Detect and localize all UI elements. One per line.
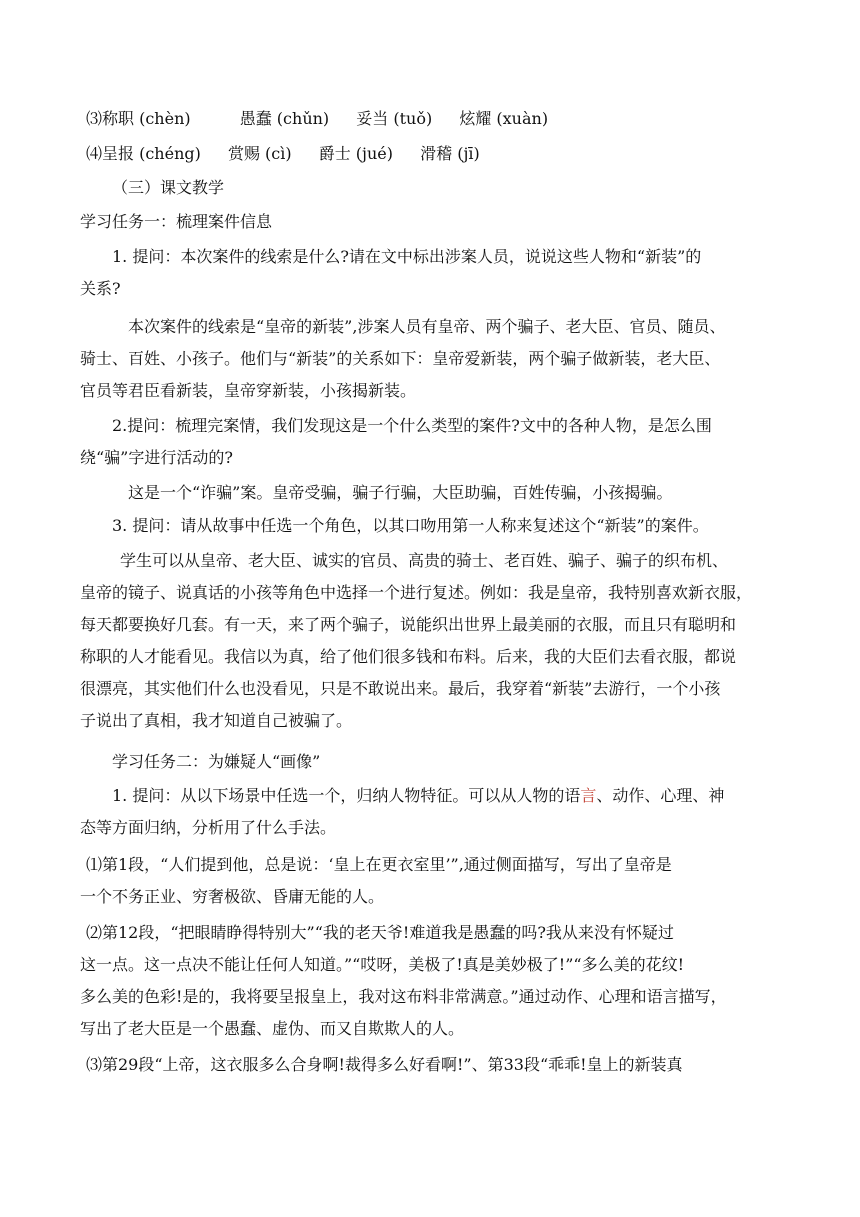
text-line: 本次案件的线索是“皇帝的新装”,涉案人员有皇帝、两个骗子、老大臣、官员、随员、 [128, 317, 726, 336]
text-line: 写出了老大臣是一个愚蠢、虚伪、而又自欺欺人的人。 [80, 1019, 465, 1038]
text-line: 皇帝的镜子、说真话的小孩等角色中选择一个进行复述。例如：我是皇帝，我特别喜欢新衣服， [80, 583, 753, 602]
text-line: 骑士、百姓、小孩子。他们与“新装”的关系如下：皇帝爱新装，两个骗子做新装，老大臣、 [80, 349, 721, 368]
task1-heading: 学习任务一：梳理案件信息 [80, 212, 273, 231]
vocab-item: 炫耀 (xuàn) [459, 109, 549, 128]
vocab-item: ⑷呈报 (chéng) [86, 144, 201, 163]
vocab-item: 愚蠢 (chǔn) [239, 109, 330, 128]
text-line: 这一点。这一点决不能让任何人知道。”“哎呀，美极了!真是美妙极了!”“多么美的花纹! [80, 955, 685, 974]
text-line: ⑴第1段，“人们提到他，总是说：‘皇上在更衣室里’”,通过侧面描写，写出了皇帝是 [86, 855, 672, 874]
text-line: 学生可以从皇帝、老大臣、诚实的官员、高贵的骑士、老百姓、骗子、骗子的织布机、 [120, 551, 729, 570]
task2-item-2 [80, 917, 727, 1045]
text-line: 关系? [80, 279, 121, 298]
vocab-line-4 [86, 138, 480, 170]
text-line: 2.提问：梳理完案情，我们发现这是一个什么类型的案件?文中的各种人物，是怎么围 [112, 416, 712, 435]
text-line: 每天都要换好几套。有一天，来了两个骗子，说能织出世界上最美丽的衣服，而且只有聪明和 [80, 615, 737, 634]
text-line: 1. 提问：本次案件的线索是什么?请在文中标出涉案人员，说说这些人物和“新装”的 [112, 247, 702, 266]
task1-answer-3 [80, 545, 752, 737]
vocab-item: 爵士 (jué) [318, 144, 394, 163]
task1-answer-2: 这是一个“诈骗”案。皇帝受骗，骗子行骗，大臣助骗，百姓传骗，小孩揭骗。 [128, 483, 673, 502]
text-line: 官员等君臣看新装，皇帝穿新装，小孩揭新装。 [80, 381, 417, 400]
task2-question-1 [80, 780, 724, 844]
text-segment: 、动作、心理、神 [596, 786, 725, 805]
text-line: 很漂亮，其实他们什么也没看见，只是不敢说出来。最后，我穿着“新装”去游行，一个小孩 [80, 679, 721, 698]
text-line: 态等方面归纳，分析用了什么手法。 [80, 818, 337, 837]
vocab-line-3 [86, 103, 548, 135]
task1-question-3: 3. 提问：请从故事中任选一个角色，以其口吻用第一人称来复述这个“新装”的案件。 [112, 516, 709, 535]
vocab-item: 滑稽 (jī) [420, 144, 480, 163]
vocab-item: 妥当 (tuǒ) [356, 109, 433, 128]
task1-question-1 [80, 241, 701, 305]
text-line: 一个不务正业、穷奢极欲、昏庸无能的人。 [80, 887, 385, 906]
section-title: （三）课文教学 [112, 178, 225, 197]
text-segment: 1. 提问：从以下场景中任选一个，归纳人物特征。可以从人物的语 [112, 786, 581, 805]
text-line: 称职的人才能看见。我信以为真，给了他们很多钱和布料。后来，我的大臣们去看衣服，都说 [80, 647, 737, 666]
task2-item-3: ⑶第29段“上帝，这衣服多么合身啊!裁得多么好看啊!”、第33段“乖乖!皇上的新装真 [86, 1055, 683, 1074]
highlighted-text: 言 [580, 786, 597, 805]
text-line: 子说出了真相，我才知道自己被骗了。 [80, 711, 353, 730]
text-line: ⑵第12段，“把眼睛睁得特别大”“我的老天爷!难道我是愚蠢的吗?我从来没有怀疑过 [86, 923, 674, 942]
vocab-item: ⑶称职 (chèn) [86, 109, 191, 128]
task1-question-2 [80, 410, 712, 474]
task1-answer-1 [80, 311, 725, 407]
task2-heading: 学习任务二：为嫌疑人“画像” [112, 752, 321, 771]
text-line [80, 780, 724, 812]
text-line: 多么美的色彩!是的，我将要呈报皇上，我对这布料非常满意。”通过动作、心理和语言描写， [80, 987, 727, 1006]
text-line: 绕“骗”字进行活动的? [80, 448, 233, 467]
vocab-item: 赏赐 (cì) [227, 144, 292, 163]
task2-item-1 [80, 849, 672, 913]
